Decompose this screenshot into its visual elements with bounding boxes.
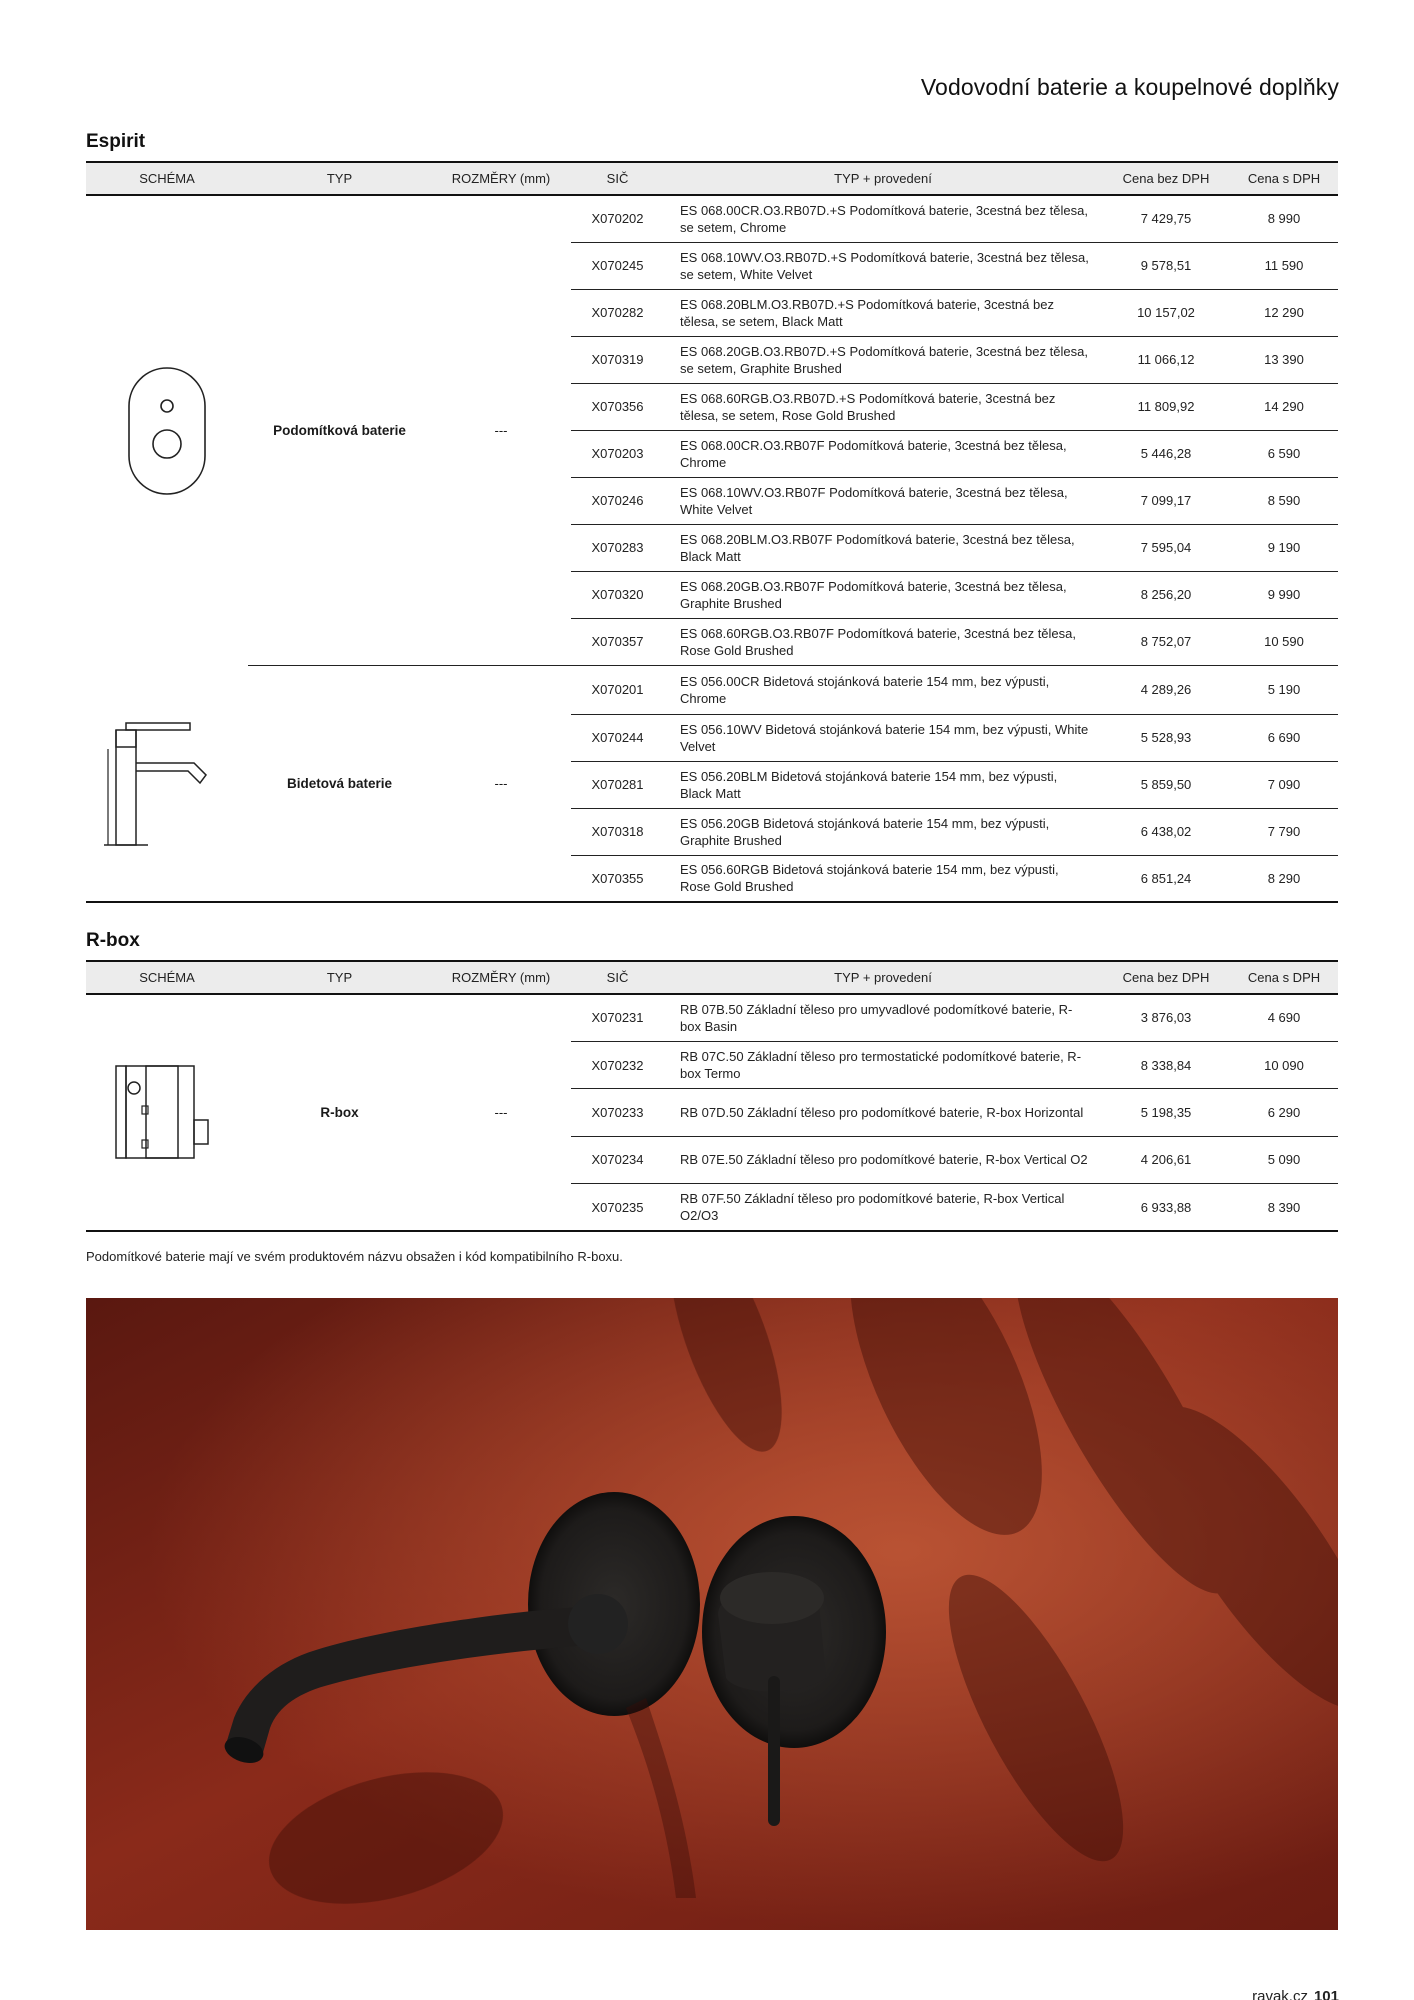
price-with-vat: 7 790 bbox=[1230, 808, 1338, 855]
product-code: X070232 bbox=[571, 1041, 664, 1088]
price-with-vat: 4 690 bbox=[1230, 994, 1338, 1041]
page-number: 101 bbox=[1313, 1988, 1339, 2000]
concealed-mixer-schema-icon bbox=[127, 366, 207, 496]
price-without-vat: 10 157,02 bbox=[1102, 289, 1230, 336]
price-without-vat: 7 429,75 bbox=[1102, 195, 1230, 242]
price-with-vat: 6 690 bbox=[1230, 714, 1338, 761]
product-code: X070235 bbox=[571, 1184, 664, 1231]
price-without-vat: 8 338,84 bbox=[1102, 1041, 1230, 1088]
price-with-vat: 8 390 bbox=[1230, 1184, 1338, 1231]
product-description: ES 056.60RGB Bidetová stojánková baterie 154 mm, bez výpusti, Rose Gold Brushed bbox=[664, 855, 1102, 902]
price-with-vat: 6 590 bbox=[1230, 430, 1338, 477]
price-with-vat: 10 590 bbox=[1230, 618, 1338, 665]
product-code: X070246 bbox=[571, 477, 664, 524]
product-description: ES 068.60RGB.O3.RB07F Podomítková baterie, 3cestná bez tělesa, Rose Gold Brushed bbox=[664, 618, 1102, 665]
table-row bbox=[86, 665, 1338, 714]
col-header-rozmery: ROZMĚRY (mm) bbox=[431, 961, 571, 994]
col-header-typ-provedeni: TYP + provedení bbox=[664, 162, 1102, 195]
price-without-vat: 6 438,02 bbox=[1102, 808, 1230, 855]
rbox-table bbox=[86, 960, 1338, 1232]
price-without-vat: 11 809,92 bbox=[1102, 383, 1230, 430]
price-with-vat: 8 290 bbox=[1230, 855, 1338, 902]
price-with-vat: 8 590 bbox=[1230, 477, 1338, 524]
col-header-typ-provedeni: TYP + provedení bbox=[664, 961, 1102, 994]
price-with-vat: 9 990 bbox=[1230, 571, 1338, 618]
product-description: ES 068.10WV.O3.RB07D.+S Podomítková baterie, 3cestná bez tělesa, se setem, White Velvet bbox=[664, 242, 1102, 289]
product-description: ES 068.60RGB.O3.RB07D.+S Podomítková baterie, 3cestná bez tělesa, se setem, Rose Gold Brushed bbox=[664, 383, 1102, 430]
product-code: X070281 bbox=[571, 761, 664, 808]
price-without-vat: 9 578,51 bbox=[1102, 242, 1230, 289]
col-header-cena-bez: Cena bez DPH bbox=[1102, 961, 1230, 994]
product-code: X070283 bbox=[571, 524, 664, 571]
product-code: X070320 bbox=[571, 571, 664, 618]
price-with-vat: 10 090 bbox=[1230, 1041, 1338, 1088]
product-code: X070318 bbox=[571, 808, 664, 855]
product-description: ES 068.20GB.O3.RB07D.+S Podomítková baterie, 3cestná bez tělesa, se setem, Graphite Brushed bbox=[664, 336, 1102, 383]
product-type: Bidetová baterie bbox=[248, 665, 431, 902]
product-description: ES 068.00CR.O3.RB07F Podomítková baterie, 3cestná bez tělesa, Chrome bbox=[664, 430, 1102, 477]
product-code: X070233 bbox=[571, 1089, 664, 1136]
col-header-sic: SIČ bbox=[571, 162, 664, 195]
price-without-vat: 3 876,03 bbox=[1102, 994, 1230, 1041]
col-header-cena-s: Cena s DPH bbox=[1230, 162, 1338, 195]
col-header-schema: SCHÉMA bbox=[86, 162, 248, 195]
price-without-vat: 5 198,35 bbox=[1102, 1089, 1230, 1136]
product-description: ES 056.10WV Bidetová stojánková baterie 154 mm, bez výpusti, White Velvet bbox=[664, 714, 1102, 761]
table-row bbox=[86, 195, 1338, 242]
price-without-vat: 4 289,26 bbox=[1102, 665, 1230, 714]
product-description: ES 056.20GB Bidetová stojánková baterie 154 mm, bez výpusti, Graphite Brushed bbox=[664, 808, 1102, 855]
dimensions: --- bbox=[431, 994, 571, 1231]
col-header-rozmery: ROZMĚRY (mm) bbox=[431, 162, 571, 195]
product-type: R-box bbox=[248, 994, 431, 1231]
price-without-vat: 8 256,20 bbox=[1102, 571, 1230, 618]
product-description: ES 068.20BLM.O3.RB07F Podomítková baterie, 3cestná bez tělesa, Black Matt bbox=[664, 524, 1102, 571]
product-description: ES 068.10WV.O3.RB07F Podomítková baterie, 3cestná bez tělesa, White Velvet bbox=[664, 477, 1102, 524]
page-footer bbox=[1252, 1988, 1339, 2000]
price-without-vat: 11 066,12 bbox=[1102, 336, 1230, 383]
product-code: X070231 bbox=[571, 994, 664, 1041]
product-code: X070356 bbox=[571, 383, 664, 430]
price-without-vat: 8 752,07 bbox=[1102, 618, 1230, 665]
col-header-typ: TYP bbox=[248, 162, 431, 195]
product-code: X070319 bbox=[571, 336, 664, 383]
col-header-schema: SCHÉMA bbox=[86, 961, 248, 994]
table-header-row bbox=[86, 961, 1338, 994]
price-without-vat: 5 528,93 bbox=[1102, 714, 1230, 761]
rbox-schema-icon bbox=[112, 1058, 222, 1168]
section-title-rbox: R-box bbox=[86, 930, 140, 951]
price-with-vat: 13 390 bbox=[1230, 336, 1338, 383]
product-code: X070203 bbox=[571, 430, 664, 477]
product-code: X070357 bbox=[571, 618, 664, 665]
price-with-vat: 5 090 bbox=[1230, 1136, 1338, 1183]
product-description: ES 068.00CR.O3.RB07D.+S Podomítková baterie, 3cestná bez tělesa, se setem, Chrome bbox=[664, 195, 1102, 242]
product-code: X070244 bbox=[571, 714, 664, 761]
col-header-cena-bez: Cena bez DPH bbox=[1102, 162, 1230, 195]
product-code: X070234 bbox=[571, 1136, 664, 1183]
product-code: X070202 bbox=[571, 195, 664, 242]
product-code: X070201 bbox=[571, 665, 664, 714]
product-description: RB 07B.50 Základní těleso pro umyvadlové podomítkové baterie, R-box Basin bbox=[664, 994, 1102, 1041]
product-code: X070282 bbox=[571, 289, 664, 336]
product-description: RB 07F.50 Základní těleso pro podomítkové baterie, R-box Vertical O2/O3 bbox=[664, 1184, 1102, 1231]
price-with-vat: 14 290 bbox=[1230, 383, 1338, 430]
dimensions: --- bbox=[494, 422, 508, 438]
price-without-vat: 5 859,50 bbox=[1102, 761, 1230, 808]
price-with-vat: 9 190 bbox=[1230, 524, 1338, 571]
price-without-vat: 4 206,61 bbox=[1102, 1136, 1230, 1183]
schema-cell bbox=[86, 195, 248, 902]
price-with-vat: 11 590 bbox=[1230, 242, 1338, 289]
product-description: RB 07C.50 Základní těleso pro termostatické podomítkové baterie, R-box Termo bbox=[664, 1041, 1102, 1088]
espirit-table bbox=[86, 161, 1338, 903]
product-description: RB 07D.50 Základní těleso pro podomítkové baterie, R-box Horizontal bbox=[664, 1089, 1102, 1136]
price-without-vat: 7 595,04 bbox=[1102, 524, 1230, 571]
price-with-vat: 5 190 bbox=[1230, 665, 1338, 714]
product-description: ES 068.20BLM.O3.RB07D.+S Podomítková baterie, 3cestná bez tělesa, se setem, Black Matt bbox=[664, 289, 1102, 336]
col-header-cena-s: Cena s DPH bbox=[1230, 961, 1338, 994]
price-without-vat: 5 446,28 bbox=[1102, 430, 1230, 477]
footnote: Podomítkové baterie mají ve svém produktovém názvu obsažen i kód kompatibilního R-boxu. bbox=[86, 1249, 623, 1264]
product-description: ES 056.00CR Bidetová stojánková baterie 154 mm, bez výpusti, Chrome bbox=[664, 665, 1102, 714]
product-code: X070355 bbox=[571, 855, 664, 902]
price-with-vat: 12 290 bbox=[1230, 289, 1338, 336]
price-without-vat: 6 933,88 bbox=[1102, 1184, 1230, 1231]
page-title: Vodovodní baterie a koupelnové doplňky bbox=[920, 74, 1339, 100]
product-code: X070245 bbox=[571, 242, 664, 289]
schema-cell bbox=[86, 994, 248, 1231]
table-header-row bbox=[86, 162, 1338, 195]
product-photo bbox=[86, 1298, 1338, 1930]
section-title-espirit: Espirit bbox=[86, 131, 146, 152]
price-with-vat: 8 990 bbox=[1230, 195, 1338, 242]
price-with-vat: 6 290 bbox=[1230, 1089, 1338, 1136]
product-description: ES 056.20BLM Bidetová stojánková baterie 154 mm, bez výpusti, Black Matt bbox=[664, 761, 1102, 808]
price-without-vat: 7 099,17 bbox=[1102, 477, 1230, 524]
product-description: RB 07E.50 Základní těleso pro podomítkové baterie, R-box Vertical O2 bbox=[664, 1136, 1102, 1183]
col-header-typ: TYP bbox=[248, 961, 431, 994]
bidet-mixer-schema-icon bbox=[102, 719, 232, 849]
col-header-sic: SIČ bbox=[571, 961, 664, 994]
footer-site: ravak.cz bbox=[1252, 1988, 1308, 2000]
product-type: Podomítková baterie bbox=[273, 422, 406, 438]
table-row bbox=[86, 994, 1338, 1041]
product-description: ES 068.20GB.O3.RB07F Podomítková baterie, 3cestná bez tělesa, Graphite Brushed bbox=[664, 571, 1102, 618]
dimensions: --- bbox=[431, 665, 571, 902]
price-without-vat: 6 851,24 bbox=[1102, 855, 1230, 902]
price-with-vat: 7 090 bbox=[1230, 761, 1338, 808]
